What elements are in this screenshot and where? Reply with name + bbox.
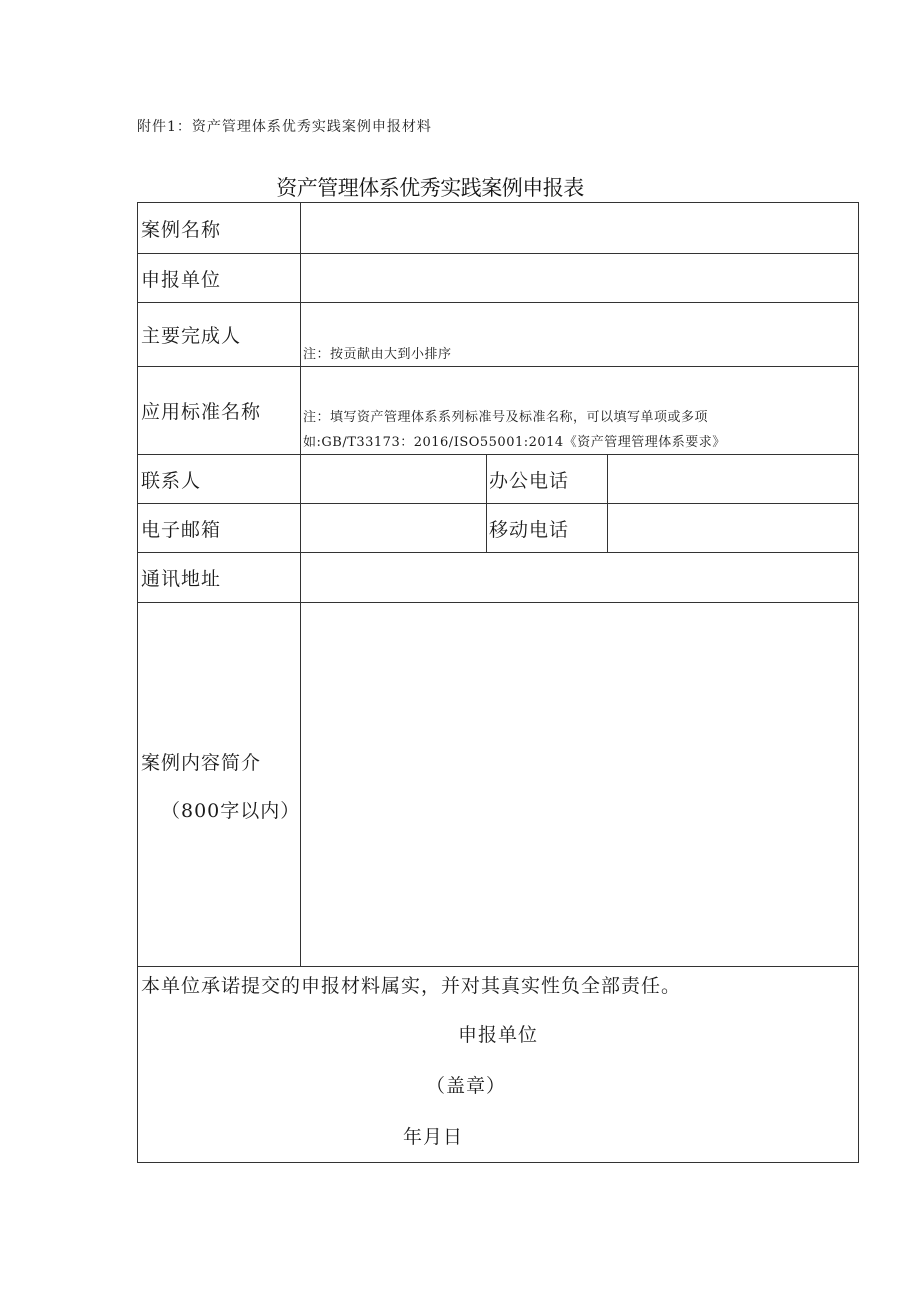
office-phone-field[interactable] <box>608 455 858 503</box>
email-label: 电子邮箱 <box>138 504 301 552</box>
main-contributors-label: 主要完成人 <box>138 303 301 366</box>
pledge-unit: 申报单位 <box>458 1024 539 1046</box>
email-field[interactable] <box>301 504 486 552</box>
mobile-phone-field[interactable] <box>608 504 858 552</box>
main-contributors-note: 注：按贡献由大到小排序 <box>303 347 452 362</box>
standard-name-label: 应用标准名称 <box>138 367 301 454</box>
row-standard-name <box>138 366 858 454</box>
case-name-field[interactable] <box>301 203 858 253</box>
contact-person-field[interactable] <box>301 455 486 503</box>
case-name-label: 案例名称 <box>138 203 301 253</box>
applicant-unit-label: 申报单位 <box>138 254 301 302</box>
contact-person-label: 联系人 <box>138 455 301 503</box>
row-main-contributors <box>138 302 858 366</box>
pledge-date[interactable]: 年月日 <box>403 1126 464 1148</box>
office-phone-label: 办公电话 <box>486 455 608 503</box>
pledge-section <box>138 967 858 1163</box>
case-intro-field[interactable] <box>301 603 858 966</box>
standard-note-line2: 如:GB/T33173：2016/ISO55001:2014《资产管理管理体系要求》 <box>303 435 726 450</box>
standard-note-line1: 注：填写资产管理体系系列标准号及标准名称，可以填写单项或多项 <box>303 410 709 425</box>
pledge-statement: 本单位承诺提交的申报材料属实，并对其真实性负全部责任。 <box>141 975 682 997</box>
pledge-seal: （盖章） <box>426 1075 507 1097</box>
case-intro-label: 案例内容简介 <box>141 752 262 774</box>
row-case-intro <box>138 602 858 966</box>
attachment-label: 附件1：资产管理体系优秀实践案例申报材料 <box>137 119 432 135</box>
application-form-table <box>137 202 859 1163</box>
case-intro-label-cell <box>138 603 301 966</box>
mailing-address-field[interactable] <box>301 553 858 602</box>
row-pledge <box>138 966 858 1162</box>
row-email <box>138 503 858 552</box>
applicant-unit-field[interactable] <box>301 254 858 302</box>
main-contributors-field[interactable] <box>301 303 858 366</box>
row-case-name <box>138 203 858 253</box>
row-contact <box>138 454 858 503</box>
standard-name-field[interactable] <box>301 367 858 454</box>
mobile-phone-label: 移动电话 <box>486 504 608 552</box>
row-applicant-unit <box>138 253 858 302</box>
mailing-address-label: 通讯地址 <box>138 553 301 602</box>
row-mailing-address <box>138 552 858 602</box>
case-intro-limit: （800字以内） <box>161 800 301 822</box>
form-title: 资产管理体系优秀实践案例申报表 <box>276 176 584 200</box>
